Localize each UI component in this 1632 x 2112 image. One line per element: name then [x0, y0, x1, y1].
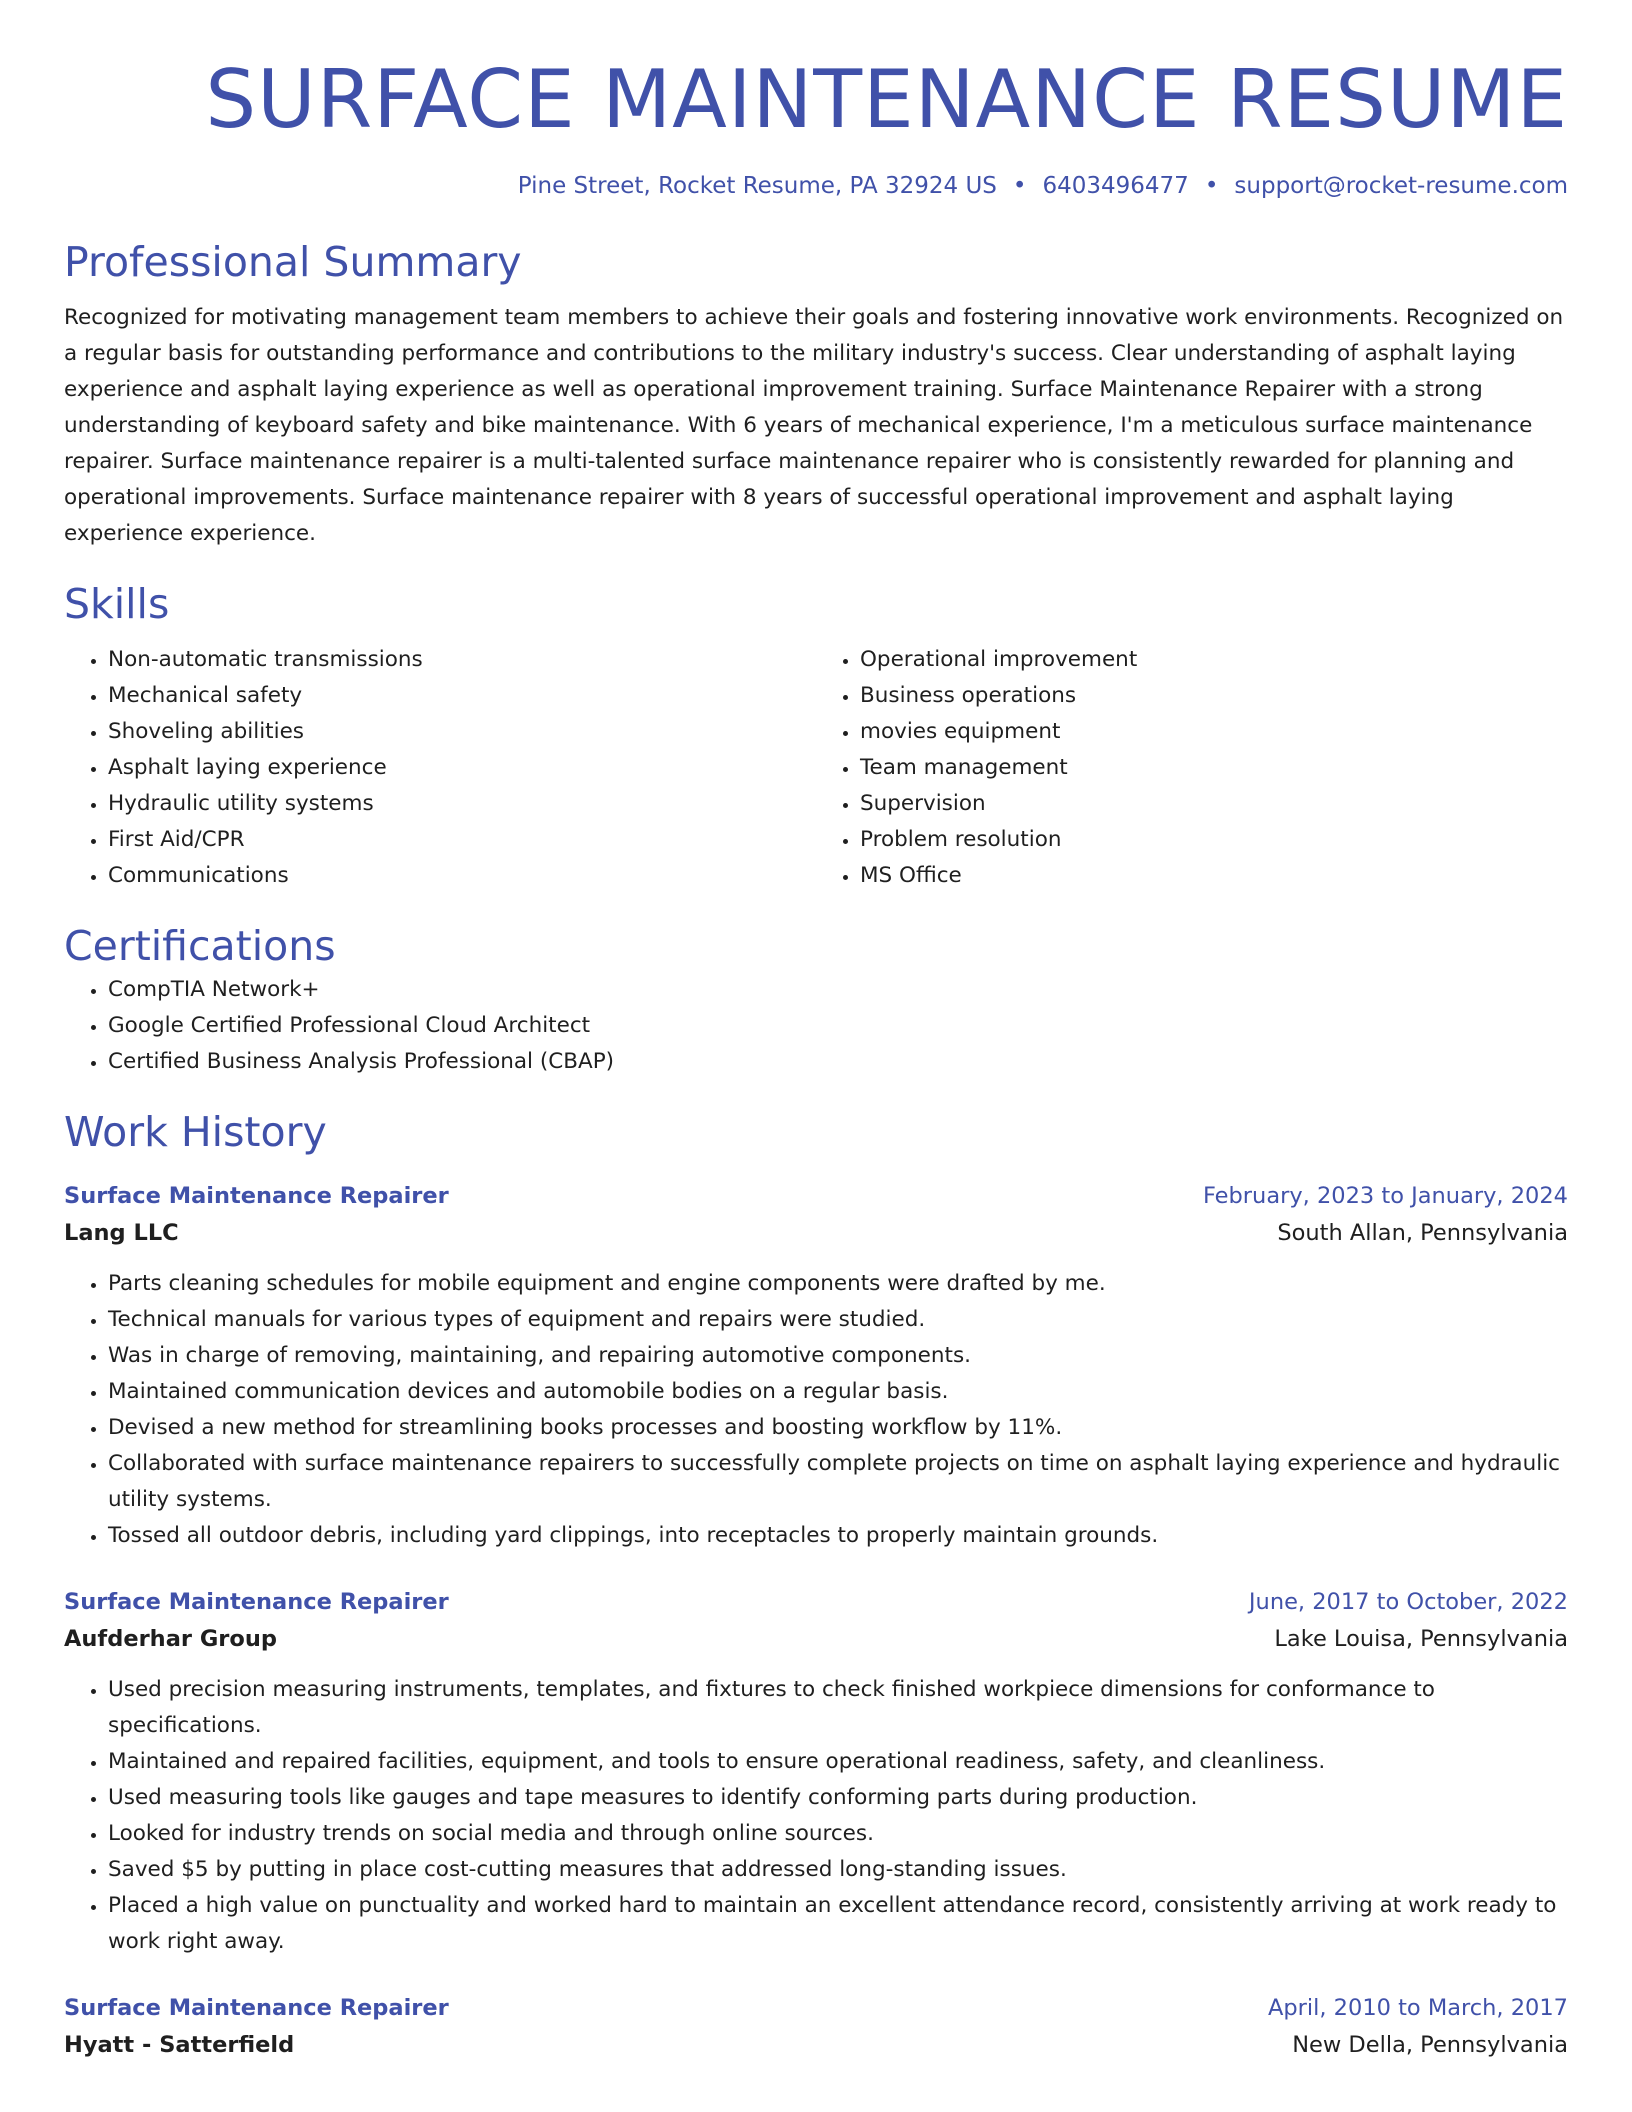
- skill-item: • Supervision: [860, 786, 1568, 822]
- certification-item: • CompTIA Network+: [108, 972, 1568, 1008]
- skill-item: • Business operations: [860, 678, 1568, 714]
- skill-item: • Problem resolution: [860, 822, 1568, 858]
- job-company-row: [64, 2026, 1568, 2064]
- job-duty: • Parts cleaning schedules for mobile equipment and engine components were drafted by me.: [108, 1266, 1568, 1302]
- skill-item: • Hydraulic utility systems: [108, 786, 816, 822]
- contact-separator: •: [1012, 173, 1027, 199]
- resume-title: SURFACE MAINTENANCE RESUME: [205, 53, 1568, 146]
- job-duty: • Technical manuals for various types of equipment and repairs were studied.: [108, 1302, 1568, 1338]
- job-duty: • Collaborated with surface maintenance repairers to successfully complete projects on time on asphalt laying experience and hydraulic utility systems.: [108, 1446, 1568, 1518]
- job-duty: • Looked for industry trends on social media and through online sources.: [108, 1816, 1568, 1852]
- contact-separator: •: [1204, 173, 1219, 199]
- certification-item: • Google Certified Professional Cloud Architect: [108, 1008, 1568, 1044]
- certification-item: • Certified Business Analysis Professional (CBAP): [108, 1044, 1568, 1080]
- job-duty: • Was in charge of removing, maintaining, and repairing automotive components.: [108, 1338, 1568, 1374]
- contact-email[interactable]: support@rocket-resume.com: [1234, 173, 1568, 199]
- job-duty: • Placed a high value on punctuality and worked hard to maintain an excellent attendance record, consistently arriving at work ready to work right away.: [108, 1888, 1568, 1960]
- certifications-section: [64, 920, 1568, 1080]
- job-duty: • Tossed all outdoor debris, including yard clippings, into receptacles to properly maintain grounds.: [108, 1518, 1568, 1554]
- job-company: Aufderhar Group: [64, 1626, 277, 1652]
- skills-list-right: [816, 642, 1568, 894]
- job-title: Surface Maintenance Repairer: [64, 1995, 449, 2021]
- job-entry: [64, 1584, 1568, 1960]
- job-duty: • Devised a new method for streamlining books processes and boosting workflow by 11%.: [108, 1410, 1568, 1446]
- summary-section: [64, 236, 1568, 552]
- job-company: Lang LLC: [64, 1220, 179, 1246]
- resume-header: [64, 52, 1568, 202]
- skill-item: • Shoveling abilities: [108, 714, 816, 750]
- skill-item: • Non-automatic transmissions: [108, 642, 816, 678]
- job-duty: • Used measuring tools like gauges and tape measures to identify conforming parts during production.: [108, 1780, 1568, 1816]
- skills-columns: [64, 642, 1568, 894]
- job-title-row: [64, 1584, 1568, 1620]
- skill-item: • Mechanical safety: [108, 678, 816, 714]
- skill-item: • Operational improvement: [860, 642, 1568, 678]
- contact-address: Pine Street, Rocket Resume, PA 32924 US: [517, 173, 997, 199]
- job-title: Surface Maintenance Repairer: [64, 1589, 449, 1615]
- summary-heading: Professional Summary: [64, 238, 522, 286]
- job-location: Lake Louisa, Pennsylvania: [1274, 1626, 1568, 1652]
- job-company-row: [64, 1214, 1568, 1252]
- work-history-heading: Work History: [64, 1108, 327, 1156]
- contact-line: [64, 170, 1568, 202]
- job-duty: • Used precision measuring instruments, templates, and fixtures to check finished workpiece dimensions for conformance to specifications.: [108, 1672, 1568, 1744]
- job-dates: June, 2017 to October, 2022: [1248, 1589, 1568, 1615]
- job-entry: [64, 1178, 1568, 1554]
- job-duties-list: [64, 1672, 1568, 1960]
- job-duty: • Maintained and repaired facilities, equipment, and tools to ensure operational readiness, safety, and cleanliness.: [108, 1744, 1568, 1780]
- job-company-row: [64, 1620, 1568, 1658]
- job-entry: [64, 1990, 1568, 2064]
- job-title: Surface Maintenance Repairer: [64, 1183, 449, 1209]
- contact-phone: 6403496477: [1042, 173, 1189, 199]
- skill-item: • movies equipment: [860, 714, 1568, 750]
- summary-text: Recognized for motivating management team members to achieve their goals and fostering innovative work environments. Recognized on a regular basis for outstanding performance and contributions to the military industry's success. Clear understanding of asphalt laying experience and asphalt laying experience as well as operational improvement training. Surface Maintenance Repairer with a strong understanding of keyboard safety and bike maintenance. With 6 years of mechanical experience, I'm a meticulous surface maintenance repairer. Surface maintenance repairer is a multi-talented surface maintenance repairer who is consistently rewarded for planning and operational improvements. Surface maintenance repairer with 8 years of successful operational improvement and asphalt laying experience experience.: [64, 305, 1564, 546]
- work-history-section: [64, 1106, 1568, 2064]
- skill-item: • Asphalt laying experience: [108, 750, 816, 786]
- skill-item: • First Aid/CPR: [108, 822, 816, 858]
- job-duty: • Maintained communication devices and automobile bodies on a regular basis.: [108, 1374, 1568, 1410]
- job-dates: April, 2010 to March, 2017: [1267, 1995, 1568, 2021]
- job-company: Hyatt - Satterfield: [64, 2032, 295, 2058]
- job-location: South Allan, Pennsylvania: [1277, 1220, 1568, 1246]
- job-title-row: [64, 1178, 1568, 1214]
- skill-item: • Team management: [860, 750, 1568, 786]
- skills-heading: Skills: [64, 580, 170, 628]
- skill-item: • MS Office: [860, 858, 1568, 894]
- skills-list-left: [64, 642, 816, 894]
- skills-section: [64, 578, 1568, 894]
- job-dates: February, 2023 to January, 2024: [1202, 1183, 1568, 1209]
- job-duties-list: [64, 1266, 1568, 1554]
- skill-item: • Communications: [108, 858, 816, 894]
- job-title-row: [64, 1990, 1568, 2026]
- certifications-list: [64, 972, 1568, 1080]
- job-location: New Della, Pennsylvania: [1292, 2032, 1568, 2058]
- job-duty: • Saved $5 by putting in place cost-cutting measures that addressed long-standing issues.: [108, 1852, 1568, 1888]
- certifications-heading: Certifications: [64, 922, 336, 970]
